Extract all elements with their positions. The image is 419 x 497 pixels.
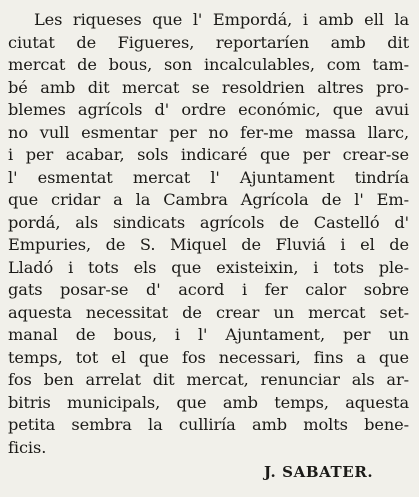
article-line: pordá, als sindicats agrícols de Castelló d' (8, 212, 409, 232)
article-line: i per acabar, sols indicaré que per crear-se (8, 145, 409, 164)
article-line: gats posar-se d' acord i fer calor sobre (8, 280, 409, 299)
article-line: aquesta necessitat de crear un mercat set- (8, 302, 409, 322)
article-line: no vull esmentar per no fer-me massa llarc, (8, 122, 409, 142)
article-line: Lladó i tots els que existeixin, i tots ple- (8, 257, 409, 277)
article-line: ciutat de Figueres, reportaríen amb dit (8, 32, 409, 52)
article-line: manal de bous, i l' Ajuntament, per un (8, 325, 409, 344)
article-line: mercat de bous, son incalculables, com tam- (8, 55, 409, 74)
article-line: petita sembra la culliría amb molts bene- (8, 415, 409, 434)
article-line: blemes agrícols d' ordre económic, que avui (8, 100, 409, 119)
author-signature: J. SABATER. (264, 463, 374, 481)
article-line: bé amb dit mercat se resoldrien altres pro- (8, 77, 409, 97)
article-line: que cridar a la Cambra Agrícola de l' Em- (8, 190, 409, 209)
article-body (8, 9, 409, 459)
article-line: Les riqueses que l' Empordá, i amb ell la (34, 10, 409, 29)
article-line: bitris municipals, que amb temps, aquesta (8, 392, 409, 412)
article-line: ficis. (8, 437, 47, 457)
article-line: temps, tot el que fos necessari, fins a que (8, 347, 409, 367)
article-line: fos ben arrelat dit mercat, renunciar als ar- (8, 370, 409, 389)
article-line: Empuries, de S. Miquel de Fluviá i el de (8, 235, 409, 254)
article-line: l' esmentat mercat l' Ajuntament tindría (8, 167, 409, 187)
